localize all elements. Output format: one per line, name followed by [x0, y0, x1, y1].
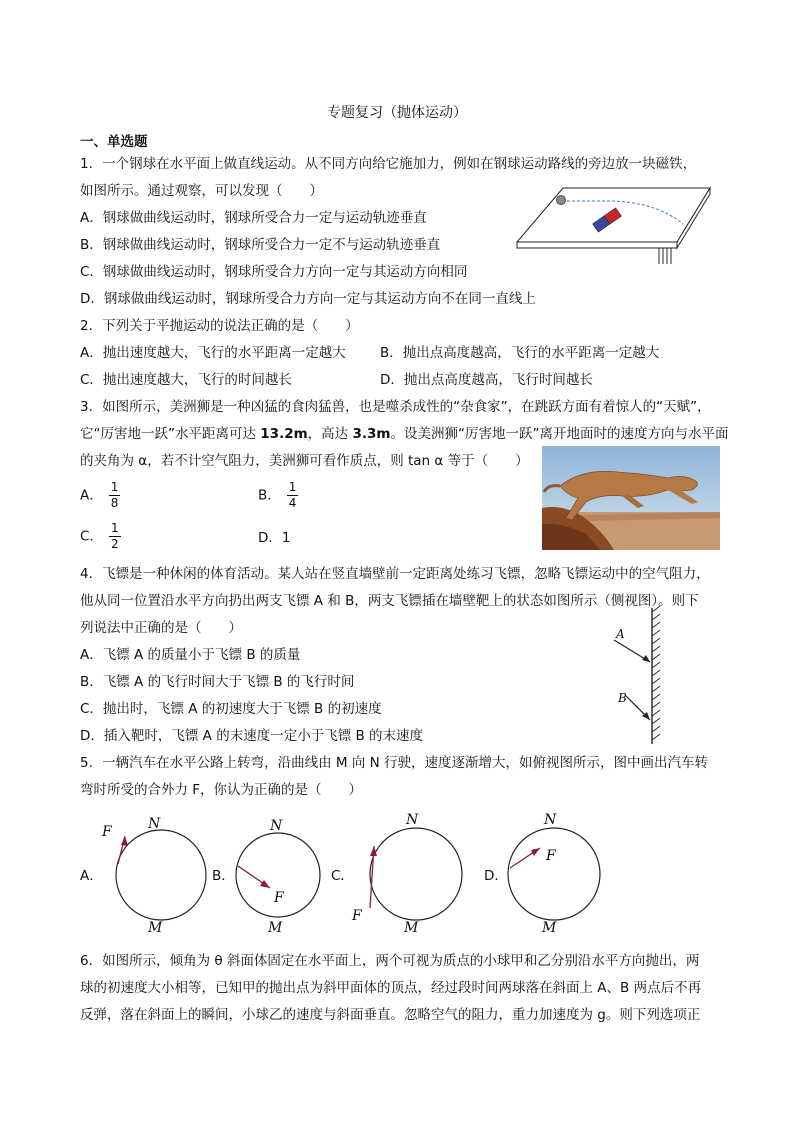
q3-distance: 13.2m — [260, 426, 308, 442]
q3-stem-line1: 3．如图所示，美洲狮是一种凶猛的食肉猛兽，也是噬杀成性的“杂食家”，在跳跃方面有着惊人的“天赋”， — [80, 399, 711, 415]
point-m-label: M — [268, 920, 283, 936]
q4-option-b: B．飞镖 A 的飞行时间大于飞镖 B 的飞行时间 — [80, 674, 355, 690]
q3-text: ，高达 — [307, 426, 353, 442]
denominator: 4 — [288, 496, 297, 510]
fraction — [109, 521, 121, 552]
q1-option-b: B．钢球做曲线运动时，钢球所受合力一定不与运动轨迹垂直 — [80, 237, 441, 253]
steel-ball — [557, 196, 566, 205]
q2-stem: 2．下列关于平抛运动的说法正确的是（ ） — [80, 318, 359, 334]
q2-option-d: D．抛出点高度越高，飞行时间越长 — [380, 372, 593, 388]
q3-height: 3.3m — [352, 426, 391, 442]
fraction — [109, 480, 121, 511]
point-n-label: N — [148, 816, 161, 832]
q1-option-d: D．钢球做曲线运动时，钢球所受合力方向一定与其运动方向不在同一直线上 — [80, 291, 536, 307]
q6-stem-line1: 6．如图所示，倾角为 θ 斜面体固定在水平面上，两个可视为质点的小球甲和乙分别沿水平方向抛出，两 — [80, 953, 700, 969]
q5-figure-a — [98, 812, 208, 936]
q3-text: 它“厉害地一跃”水平距离可达 — [80, 426, 261, 442]
dart-a-label: A — [616, 627, 625, 641]
q5-stem-line2: 弯时所受的合外力 F，你认为正确的是（ ） — [80, 782, 363, 798]
q5-option-d: D． — [484, 868, 508, 884]
q3-option-c — [80, 521, 121, 552]
force-label: F — [546, 848, 556, 864]
q1-stem-line2: 如图所示。通过观察，可以发现（ ） — [80, 183, 323, 199]
numerator: 1 — [110, 521, 119, 535]
q4-stem-line1: 4．飞镖是一种休闲的体育活动。某人站在竖直墙壁前一定距离处练习飞镖，忽略飞镖运动中的空气阻力， — [80, 566, 710, 582]
q2-option-c: C．抛出速度越大，飞行的时间越长 — [80, 372, 292, 388]
q3-puma-photo — [542, 446, 720, 550]
point-n-label: N — [406, 812, 419, 828]
q5-option-b: B． — [212, 868, 235, 884]
q4-darts-wall-figure — [600, 604, 680, 746]
option-label: A． — [80, 487, 103, 504]
q6-stem-line3: 反弹，落在斜面上的瞬间，小球乙的速度与斜面垂直。忽略空气的阻力，重力加速度为 g。则下列选项正 — [80, 1007, 701, 1023]
section-heading: 一、单选题 — [80, 134, 148, 150]
numerator: 1 — [288, 480, 297, 494]
q5-figure-b — [230, 812, 330, 936]
q5-stem-line1: 5．一辆汽车在水平公路上转弯，沿曲线由 M 向 N 行驶，速度逐渐增大，如俯视图所示，图中画出汽车转 — [80, 755, 708, 771]
q5-option-c: C． — [331, 868, 354, 884]
force-label: F — [352, 908, 362, 924]
point-m-label: M — [542, 920, 557, 936]
option-label: B． — [258, 487, 281, 504]
q5-figure-c — [348, 808, 468, 936]
force-label: F — [274, 890, 284, 906]
q3-option-b — [258, 480, 298, 511]
force-label: F — [102, 824, 112, 840]
q4-stem-line3: 列说法中正确的是（ ） — [80, 620, 242, 636]
fraction — [287, 480, 299, 511]
point-m-label: M — [404, 920, 419, 936]
q5-option-a: A． — [80, 868, 103, 884]
q4-option-c: C．抛出时，飞镖 A 的初速度大于飞镖 B 的初速度 — [80, 701, 382, 717]
q2-option-a: A．抛出速度越大，飞行的水平距离一定越大 — [80, 345, 346, 361]
q1-table-magnet-figure — [515, 182, 715, 268]
point-m-label: M — [148, 920, 163, 936]
q6-stem-line2: 球的初速度大小相等，已知甲的抛出点为斜甲面体的顶点，经过段时间两球落在斜面上 A、B 两点后不再 — [80, 980, 702, 996]
point-n-label: N — [270, 818, 283, 834]
denominator: 2 — [110, 537, 119, 551]
q1-stem-line1: 1．一个钢球在水平面上做直线运动。从不同方向给它施加力，例如在钢球运动路线的旁边放一块磁铁， — [80, 156, 697, 172]
q1-option-c: C．钢球做曲线运动时，钢球所受合力方向一定与其运动方向相同 — [80, 264, 468, 280]
q5-figure-d — [500, 808, 610, 936]
numerator: 1 — [110, 480, 119, 494]
q1-option-a: A．钢球做曲线运动时，钢球所受合力一定与运动轨迹垂直 — [80, 210, 427, 226]
q3-option-a — [80, 480, 120, 511]
q4-option-a: A．飞镖 A 的质量小于飞镖 B 的质量 — [80, 647, 301, 663]
option-label: C． — [80, 528, 103, 545]
q4-stem-line2: 他从同一位置沿水平方向扔出两支飞镖 A 和 B，两支飞镖插在墙壁靶上的状态如图所示（侧视图）。则下 — [80, 593, 699, 609]
dart-b-label: B — [618, 691, 627, 705]
point-n-label: N — [544, 812, 557, 828]
page-title: 专题复习（抛体运动） — [327, 105, 467, 121]
q3-text: 。设美洲狮“厉害地一跃”离开地面时的速度方向与水平面 — [390, 426, 729, 442]
q3-stem-line3: 的夹角为 α，若不计空气阻力，美洲狮可看作质点，则 tan α 等于（ ） — [80, 453, 529, 469]
q2-option-b: B．抛出点高度越高，飞行的水平距离一定越大 — [380, 345, 660, 361]
q3-stem-line2 — [80, 424, 728, 444]
q3-option-d: D．1 — [258, 530, 291, 546]
q4-option-d: D．插入靶时，飞镖 A 的末速度一定小于飞镖 B 的末速度 — [80, 728, 424, 744]
denominator: 8 — [110, 496, 119, 510]
